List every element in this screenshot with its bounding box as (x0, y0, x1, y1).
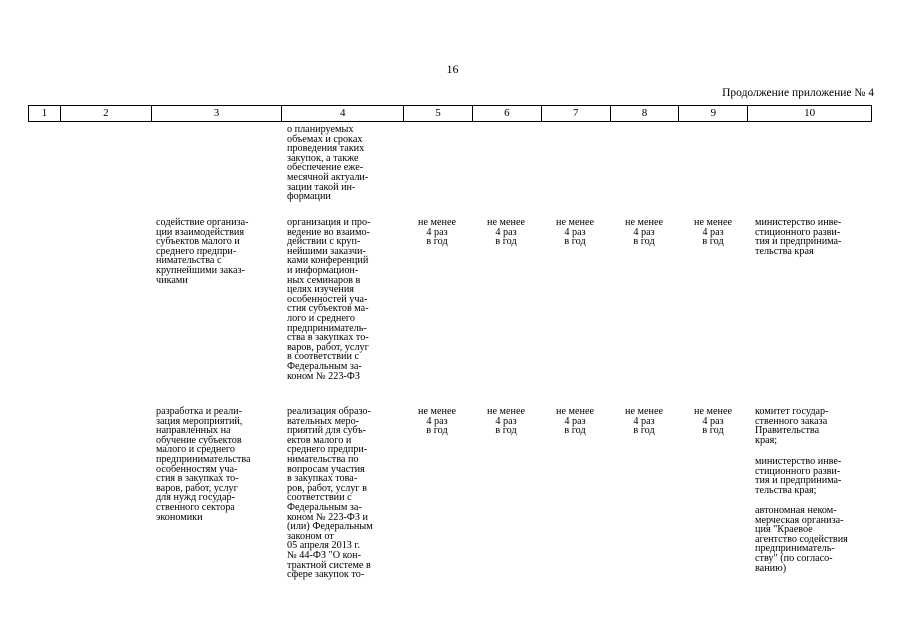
header-cell-7: 7 (542, 106, 611, 121)
row1-col6-text: не менее 4 раз в год (487, 217, 525, 248)
row2-col5-text: не менее 4 раз в год (418, 406, 456, 437)
row1-col7-text: не менее 4 раз в год (556, 217, 594, 248)
row1-col5-text: не менее 4 раз в год (418, 217, 456, 248)
row1-col9-text: не менее 4 раз в год (694, 217, 732, 248)
row2-col7-text: не менее 4 раз в год (556, 406, 594, 437)
row1-col10-text: министерство инве- стиционного разви- тия и предпринима- тельства края (755, 217, 842, 257)
row2-col6-text: не менее 4 раз в год (487, 406, 525, 437)
table-header-row (28, 105, 872, 122)
page-number: 16 (446, 62, 459, 76)
continuation-note: Продолжение приложение № 4 (722, 87, 874, 99)
row2-col10-text-a: комитет государ- ственного заказа Правительства края; (755, 406, 829, 446)
row1-col4-text: организация и про- ведение во взаимо- действии с круп- нейшими заказчи- ками конференций и информацион- ных семинаров в целях изучения особенностей уча- стия субъектов ма- лого и среднего предприниматель- ства в закупках то- варов, работ, услуг в соответствии с Федеральным за- коном № 223-ФЗ (287, 217, 371, 382)
header-cell-8: 8 (611, 106, 680, 121)
row2-col4-text: реализация образо- вательных меро- приятий для субъ- ектов малого и среднего предпри- нимательства по вопросам участия в закупках това- ров, работ, услуг в соответствии с Федеральным за- коном № 223-ФЗ и (или) Федеральным законом от 05 апреля 2013 г. № 44-ФЗ "О кон- трактной системе в сфере закупок то- (287, 406, 373, 581)
header-cell-10: 10 (804, 107, 816, 119)
header-cell-6: 6 (473, 106, 542, 121)
row2-col3-text: разработка и реали- зация мероприятий, направленных на обучение субъектов малого и среднего предпринимательства особенностям уча- стия в закупках то- варов, работ, услуг для нужд государ- ственного сектора экономики (156, 406, 251, 523)
row0-col4-text: о планируемых объемах и сроках проведения таких закупок, а также обеспечение еже- месячной актуали- зации такой ин- формации (287, 124, 369, 203)
row1-col3-text: содействие организа- ции взаимодействия субъектов малого и среднего предпри- нимательства с крупнейшими заказ- чиками (156, 217, 249, 286)
row2-col8-text: не менее 4 раз в год (625, 406, 663, 437)
header-cell-5: 5 (404, 106, 473, 121)
row2-col10-text-b: министерство инве- стиционного разви- тия и предпринима- тельства края; (755, 456, 842, 496)
header-cell-4: 4 (282, 106, 404, 121)
header-cell-1: 1 (29, 106, 61, 121)
header-cell-3: 3 (152, 106, 283, 121)
row1-col8-text: не менее 4 раз в год (625, 217, 663, 248)
row2-col10-text-c: автономная неком- мерческая организа- ция "Краевое агентство содействия предприниматель- ству" (по согласо- ванию) (755, 505, 848, 574)
header-cell-9: 9 (679, 106, 748, 121)
row2-col9-text: не менее 4 раз в год (694, 406, 732, 437)
header-cell-2: 2 (61, 106, 152, 121)
